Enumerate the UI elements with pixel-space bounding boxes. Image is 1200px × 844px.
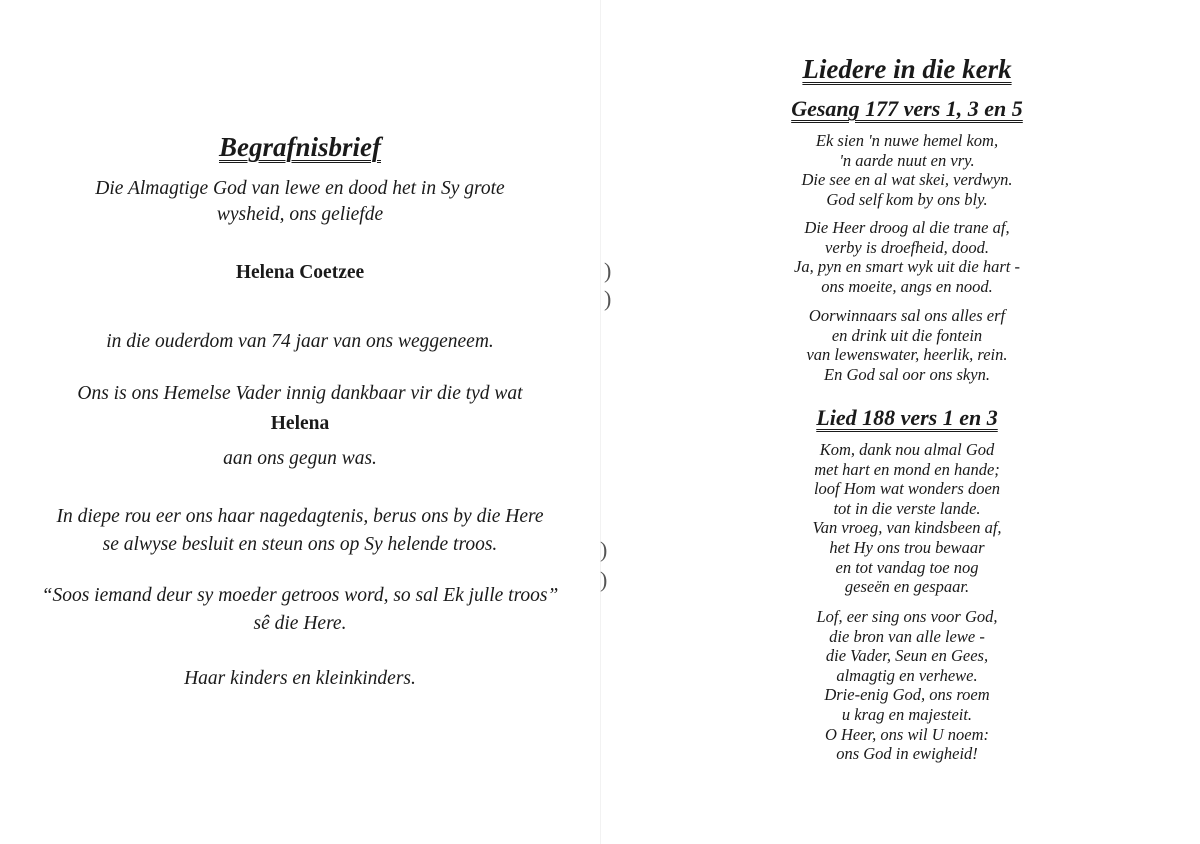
lyric-line: Die see en al wat skei, verdwyn. [801,170,1013,190]
stanza [757,607,1057,764]
fold-mark: ) [604,258,612,283]
page-fold [600,0,601,844]
hymns-title: Liedere in die kerk [802,54,1012,84]
stanza [757,131,1057,209]
age-line: in die ouderdom van 74 jaar van ons weggeneem. [106,331,494,352]
mourning-line: In diepe rou eer ons haar nagedagtenis, berus ons by die Here [56,506,544,527]
thanks-line: Ons is ons Hemelse Vader innig dankbaar vir die tyd wat [77,383,523,404]
lyric-line: Ja, pyn en smart wyk uit die hart - [794,257,1020,277]
lyric-line: die bron van alle lewe - [829,626,985,646]
deceased-name: Helena Coetzee [235,262,365,283]
song-heading: Lied 188 vers 1 en 3 [816,405,998,430]
lyric-line: loof Hom wat wonders doen [813,479,1001,499]
lyric-line: O Heer, ons wil U noem: [824,724,990,744]
lyric-line: ons moeite, angs en nood. [821,276,993,296]
lyric-line: tot in die verste lande. [833,498,981,518]
quote-line: “Soos iemand deur sy moeder getroos word, so sal Ek julle troos” [41,585,559,606]
lyric-line: Oorwinnaars sal ons alles erf [808,306,1006,325]
first-name: Helena [270,413,330,434]
letter-title: Begrafnisbrief [219,132,381,162]
lyric-line: verby is droefheid, dood. [825,237,989,257]
given-line: aan ons gegun was. [223,448,377,469]
stanza [757,306,1057,384]
lyric-line: en tot vandag toe nog [835,557,979,577]
lyric-line: Lof, eer sing ons voor God, [816,607,998,626]
lyric-line: almagtig en verhewe. [836,665,978,685]
lyric-line: met hart en mond en hande; [814,459,1000,479]
lyric-line: geseën en gespaar. [844,577,970,597]
fold-mark: ) [604,286,612,311]
intro-line: Die Almagtige God van lewe en dood het in Sy grote [95,178,505,199]
lyric-line: Van vroeg, van kindsbeen af, [812,518,1002,538]
signoff: Haar kinders en kleinkinders. [184,668,416,689]
stanza [757,218,1057,296]
quote-line: sê die Here. [253,613,347,634]
mourning-line: se alwyse besluit en steun ons op Sy helende troos. [102,534,498,555]
lyric-line: En God sal oor ons skyn. [824,364,990,384]
intro-line: wysheid, ons geliefde [216,204,384,225]
lyric-line: en drink uit die fontein [831,325,983,345]
lyric-line: u krag en majesteit. [841,704,973,724]
song-heading: Gesang 177 vers 1, 3 en 5 [791,96,1023,121]
lyric-line: 'n aarde nuut en vry. [839,150,975,170]
lyric-line: God self kom by ons bly. [826,189,988,209]
lyric-line: van lewenswater, heerlik, rein. [806,345,1008,365]
fold-mark: ) [600,537,608,562]
lyric-line: het Hy ons trou bewaar [829,537,985,557]
lyric-line: Ek sien 'n nuwe hemel kom, [815,131,999,150]
lyric-line: Kom, dank nou almal God [819,440,995,459]
fold-mark: ) [600,567,608,592]
lyric-line: die Vader, Seun en Gees, [825,646,989,666]
stanza [757,440,1057,597]
lyric-line: Drie-enig God, ons roem [824,685,990,705]
lyric-line: Die Heer droog al die trane af, [804,218,1010,237]
lyric-line: ons God in ewigheid! [836,744,978,764]
